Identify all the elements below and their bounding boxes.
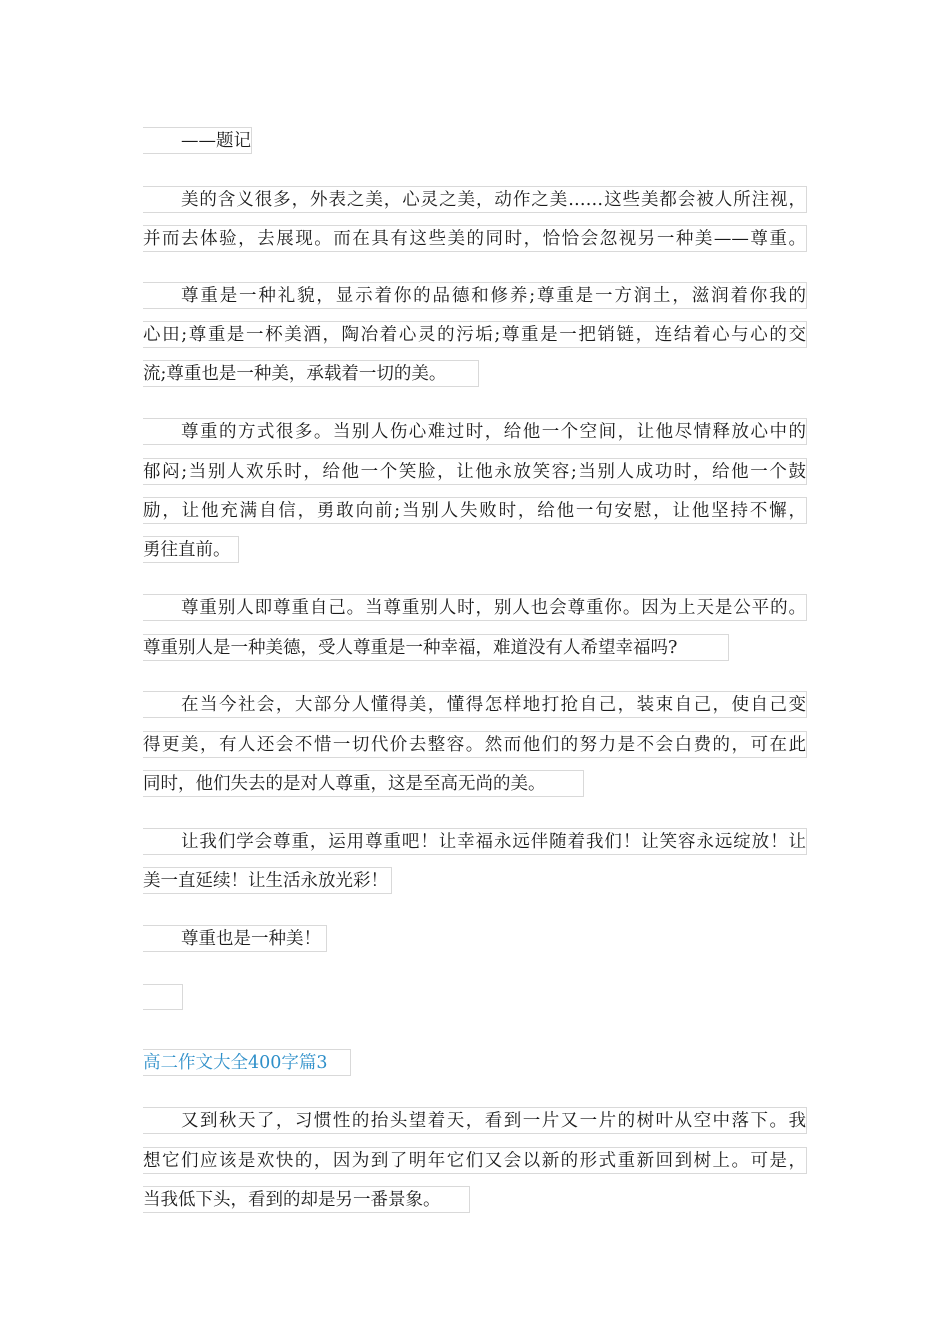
paragraph-2-line-2: 心田;尊重是一杯美酒，陶冶着心灵的污垢;尊重是一把销链，连结着心与心的交 [143, 321, 807, 348]
paragraph-4-line-1: 尊重别人即尊重自己。当尊重别人时，别人也会尊重你。因为上天是公平的。 [143, 594, 807, 621]
paragraph-2-line-1: 尊重是一种礼貌，显示着你的品德和修养;尊重是一方润土，滋润着你我的 [143, 282, 807, 309]
paragraph-6-line-1: 让我们学会尊重，运用尊重吧！让幸福永远伴随着我们！让笑容永远绽放！让 [143, 828, 807, 855]
epigraph: ——题记 [143, 127, 252, 154]
section-paragraph-line-1: 又到秋天了，习惯性的抬头望着天，看到一片又一片的树叶从空中落下。我 [143, 1107, 807, 1134]
paragraph-5-line-3: 同时，他们失去的是对人尊重，这是至高无尚的美。 [143, 770, 584, 797]
paragraph-3-line-4: 勇往直前。 [143, 536, 239, 563]
paragraph-1-line-2: 并而去体验，去展现。而在具有这些美的同时，恰恰会忽视另一种美——尊重。 [143, 225, 807, 252]
section-paragraph-line-2: 想它们应该是欢快的，因为到了明年它们又会以新的形式重新回到树上。可是， [143, 1147, 807, 1174]
paragraph-3-line-2: 郁闷;当别人欢乐时，给他一个笑脸，让他永放笑容;当别人成功时，给他一个鼓 [143, 458, 807, 485]
section-paragraph-line-3: 当我低下头，看到的却是另一番景象。 [143, 1186, 470, 1213]
paragraph-7-line-1: 尊重也是一种美！ [143, 925, 327, 952]
paragraph-2-line-3: 流;尊重也是一种美，承载着一切的美。 [143, 360, 479, 387]
paragraph-4-line-2: 尊重别人是一种美德，受人尊重是一种幸福，难道没有人希望幸福吗? [143, 634, 729, 661]
paragraph-3-line-1: 尊重的方式很多。当别人伤心难过时，给他一个空间，让他尽情释放心中的 [143, 418, 807, 445]
section-heading: 高二作文大全400字篇3 [143, 1049, 351, 1076]
paragraph-5-line-1: 在当今社会，大部分人懂得美，懂得怎样地打抢自己，装束自己，使自己变 [143, 691, 807, 718]
empty-line-box [143, 984, 183, 1010]
paragraph-6-line-2: 美一直延续！让生活永放光彩！ [143, 867, 392, 894]
paragraph-1-line-1: 美的含义很多，外表之美，心灵之美，动作之美……这些美都会被人所注视， [143, 186, 807, 213]
paragraph-5-line-2: 得更美，有人还会不惜一切代价去整容。然而他们的努力是不会白费的，可在此 [143, 731, 807, 758]
paragraph-3-line-3: 励，让他充满自信，勇敢向前;当别人失败时，给他一句安慰，让他坚持不懈， [143, 497, 807, 524]
